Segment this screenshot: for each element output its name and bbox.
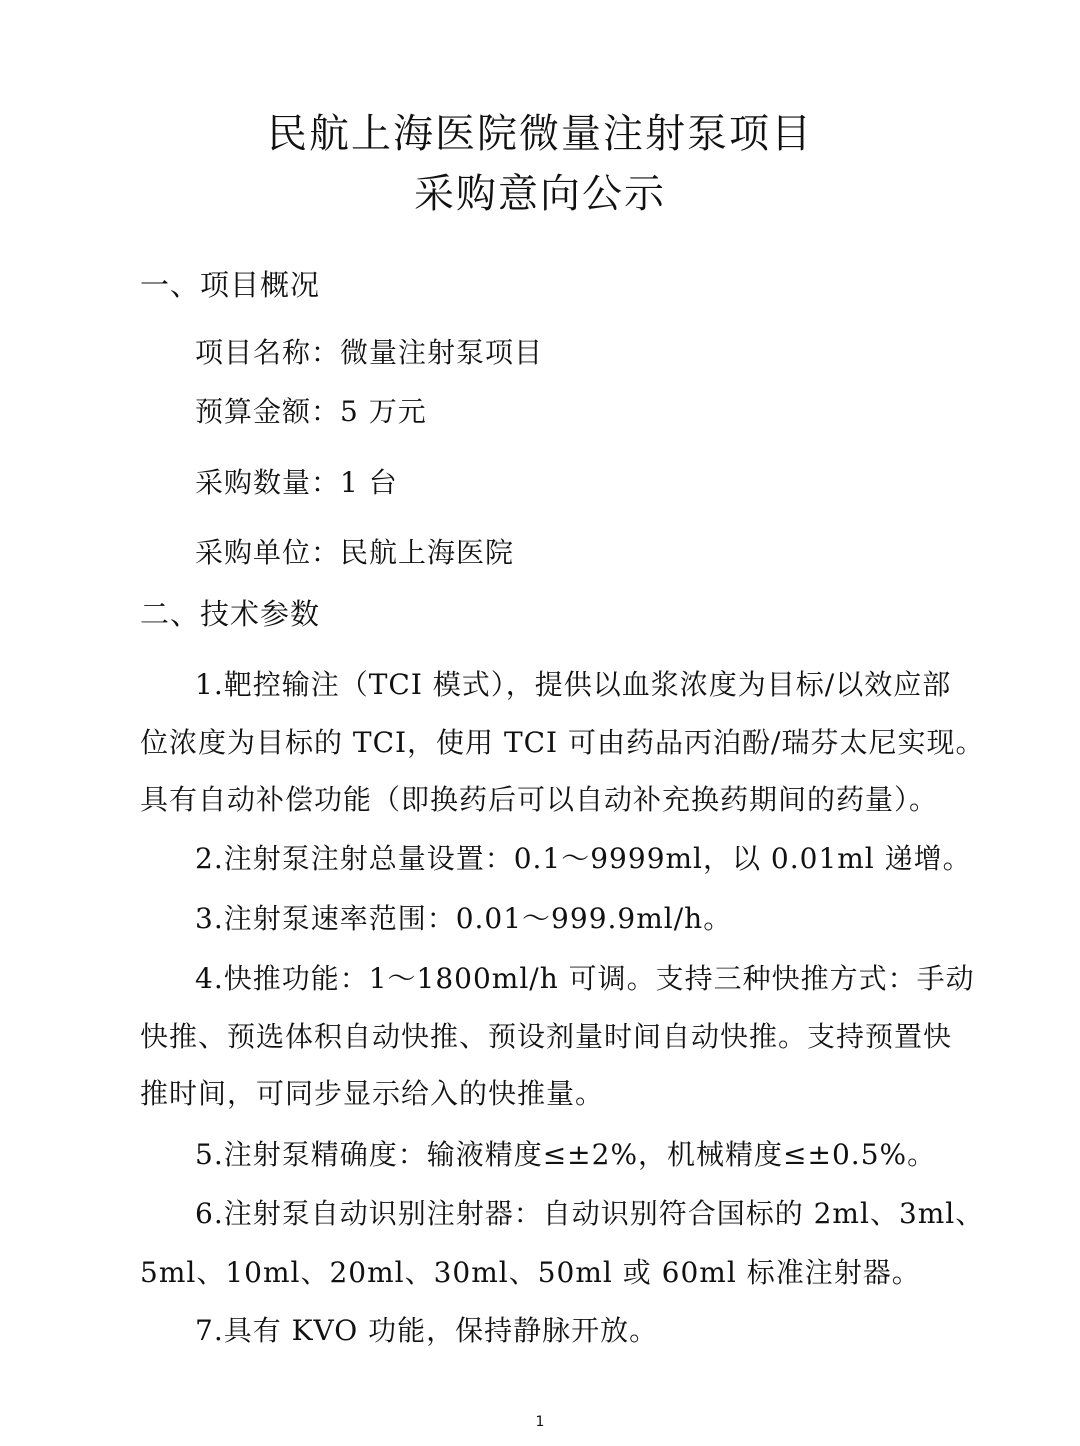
section1-heading: 一、项目概况 bbox=[140, 268, 321, 302]
item1-line3: 具有自动补偿功能（即换药后可以自动补充换药期间的药量）。 bbox=[140, 783, 939, 816]
section2-heading: 二、技术参数 bbox=[140, 597, 321, 631]
item6-line1: 6.注射泵自动识别注射器：自动识别符合国标的 2ml、3ml、 bbox=[195, 1197, 985, 1230]
item6-line2: 5ml、10ml、20ml、30ml、50ml 或 60ml 标准注射器。 bbox=[140, 1256, 921, 1289]
item2: 2.注射泵注射总量设置：0.1～9999ml，以 0.01ml 递增。 bbox=[195, 842, 972, 875]
document-title-line2: 采购意向公示 bbox=[414, 171, 666, 217]
page-number: 1 bbox=[535, 1414, 545, 1430]
item4-line3: 推时间，可同步显示给入的快推量。 bbox=[140, 1077, 605, 1110]
item1-line2: 位浓度为目标的 TCI，使用 TCI 可由药品丙泊酚/瑞芬太尼实现。 bbox=[140, 726, 985, 759]
purchase-quantity: 采购数量：1 台 bbox=[195, 466, 398, 499]
item7: 7.具有 KVO 功能，保持静脉开放。 bbox=[195, 1314, 659, 1347]
item5: 5.注射泵精确度：输液精度≤±2%，机械精度≤±0.5%。 bbox=[195, 1138, 937, 1171]
purchasing-unit: 采购单位：民航上海医院 bbox=[195, 536, 515, 569]
item3: 3.注射泵速率范围：0.01～999.9ml/h。 bbox=[195, 902, 733, 935]
document-title-line1: 民航上海医院微量注射泵项目 bbox=[267, 111, 813, 157]
item4-line2: 快推、预选体积自动快推、预设剂量时间自动快推。支持预置快 bbox=[140, 1020, 953, 1053]
project-name: 项目名称：微量注射泵项目 bbox=[195, 336, 544, 369]
budget-amount: 预算金额：5 万元 bbox=[195, 395, 427, 428]
item4-line1: 4.快推功能：1～1800ml/h 可调。支持三种快推方式：手动 bbox=[195, 962, 975, 995]
item1-line1: 1.靶控输注（TCI 模式），提供以血浆浓度为目标/以效应部 bbox=[195, 668, 952, 701]
